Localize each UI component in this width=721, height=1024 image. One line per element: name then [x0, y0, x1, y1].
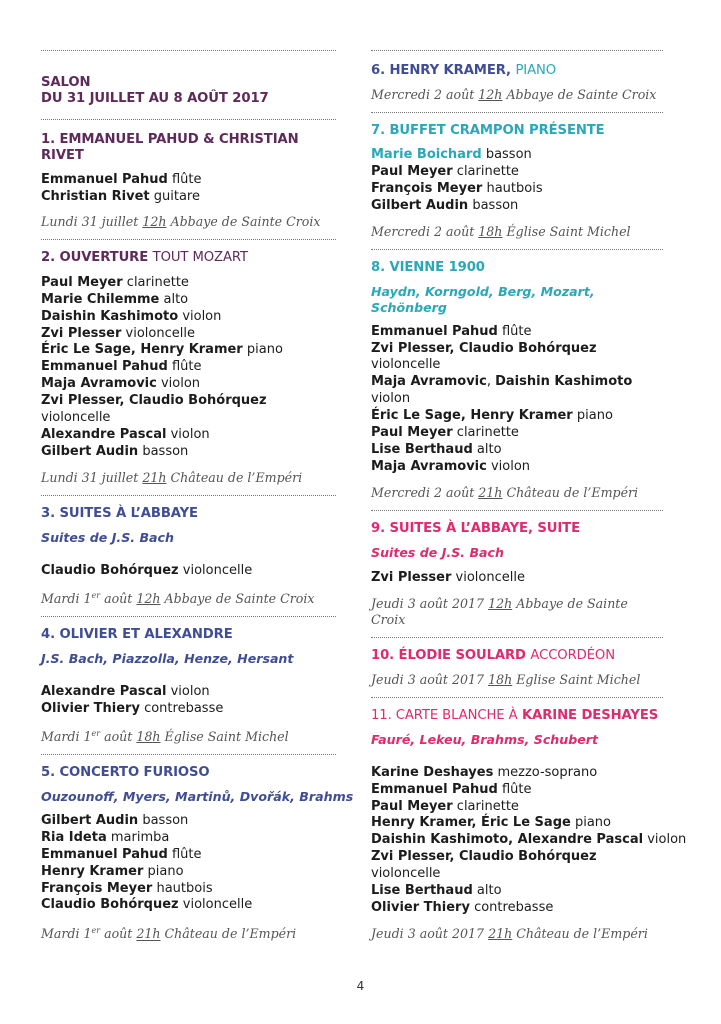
- left-column: [41, 50, 354, 943]
- venue-text: Eglise Saint Michel: [512, 671, 641, 687]
- divider: [41, 50, 336, 51]
- date-rest: août: [100, 728, 133, 744]
- time-text: 12h: [488, 595, 513, 611]
- performer-role: violon: [170, 426, 210, 442]
- performer-line: [41, 275, 336, 292]
- performer-line: [41, 444, 336, 461]
- performer-role: marimba: [110, 829, 170, 845]
- performer-role: flûte: [501, 323, 532, 339]
- venue-text: Église Saint Michel: [164, 728, 289, 744]
- performer-name: Christian Rivet: [41, 188, 150, 204]
- performer-line: [41, 393, 336, 427]
- performer-role: clarinette: [456, 163, 519, 179]
- venue-text: Château de l’Empéri: [164, 926, 297, 942]
- performer-line: [41, 376, 336, 393]
- event-title: 7. BUFFET CRAMPON PRÉSENTE: [371, 123, 605, 138]
- time-text: 18h: [478, 223, 503, 239]
- title-bold: KARINE DESHAYES: [522, 707, 659, 723]
- performer-line: [371, 408, 663, 425]
- performer-name: Paul Meyer: [41, 274, 123, 290]
- event-title: 5. CONCERTO FURIOSO: [41, 764, 210, 780]
- page-number: 4: [356, 979, 365, 993]
- performer-list: [41, 275, 336, 461]
- time-text: 12h: [142, 213, 167, 229]
- performer-line: [41, 326, 336, 343]
- performer-role: clarinette: [456, 798, 519, 814]
- performer-name: Paul Meyer: [371, 798, 453, 814]
- performer-name: Zvi Plesser, Claudio Bohórquez: [41, 393, 267, 409]
- performer-name: Gilbert Audin: [371, 197, 469, 213]
- time-text: 18h: [488, 671, 513, 687]
- date-text: Mardi 1: [41, 728, 92, 744]
- divider: [371, 510, 663, 511]
- venue-text: Château de l’Empéri: [516, 925, 648, 941]
- venue-text: Château de l’Empéri: [506, 484, 639, 500]
- performer-line: [371, 815, 663, 832]
- performer-name: Emmanuel Pahud: [41, 359, 168, 375]
- performer-role: flûte: [171, 846, 202, 862]
- performer-line: [371, 832, 687, 849]
- performer-line: [41, 189, 336, 206]
- performer-role: violoncelle: [182, 897, 253, 913]
- divider: [41, 495, 336, 496]
- performer-line: [371, 198, 663, 215]
- performer-line: [41, 897, 336, 914]
- performer-role: mezzo-soprano: [497, 764, 598, 780]
- event-title: [371, 708, 663, 724]
- event-subtitle: J.S. Bach, Piazzolla, Henze, Hersant: [41, 650, 294, 666]
- performer-role: alto: [163, 291, 189, 307]
- title-light: PIANO: [515, 63, 557, 78]
- performer-name: Olivier Thiery: [371, 899, 470, 915]
- performer-role: basson: [142, 443, 189, 459]
- divider: [41, 239, 336, 240]
- divider: [371, 249, 663, 250]
- performer-name: Alexandre Pascal: [41, 426, 167, 442]
- performer-name: Emmanuel Pahud: [371, 781, 498, 797]
- performer-line: [41, 847, 336, 864]
- performer-role: violoncelle: [125, 325, 195, 341]
- performer-role: flûte: [171, 359, 202, 375]
- date-sup: er: [91, 926, 101, 936]
- performer-line: [371, 799, 663, 816]
- performer-list: [41, 172, 336, 206]
- performer-line: [371, 570, 663, 587]
- performer-name: Karine Deshayes: [371, 764, 494, 780]
- performer-name: Marie Boichard: [371, 147, 482, 162]
- date-text: Mercredi 2 août: [371, 87, 475, 102]
- performer-name: Claudio Bohórquez: [41, 562, 179, 578]
- date-text: Jeudi 3 août 2017: [371, 595, 485, 611]
- event-date: [371, 926, 663, 942]
- event-5: [41, 764, 354, 943]
- performer-name: Claudio Bohórquez: [41, 897, 179, 913]
- performer-name: Éric Le Sage, Henry Kramer: [371, 408, 573, 424]
- performer-role: piano: [576, 408, 613, 424]
- performer-line: [371, 425, 663, 442]
- performer-role: piano: [147, 863, 184, 879]
- performer-line: [371, 459, 663, 476]
- performer-line: [371, 883, 663, 900]
- divider: [371, 112, 663, 113]
- performer-line: [41, 864, 336, 881]
- title-light: TOUT MOZART: [152, 249, 248, 265]
- title-bold: 6. HENRY KRAMER,: [371, 63, 511, 78]
- performer-role: basson: [485, 147, 532, 162]
- performer-list: [41, 813, 336, 914]
- performer-line: [371, 765, 663, 782]
- performer-role: violoncelle: [371, 357, 441, 373]
- title-light: 11. CARTE BLANCHE À: [371, 707, 518, 723]
- salon-label: SALON: [41, 75, 91, 90]
- performer-role: violon: [371, 391, 411, 407]
- performer-line: [41, 427, 336, 444]
- performer-name: Maja Avramovic: [371, 458, 487, 474]
- performer-role: violoncelle: [41, 410, 111, 426]
- performer-list: [371, 324, 663, 476]
- date-text: Mardi 1: [41, 590, 92, 606]
- event-subtitle: Suites de J.S. Bach: [371, 544, 504, 560]
- event-11: [371, 707, 687, 942]
- right-column: [371, 50, 687, 942]
- time-text: 21h: [136, 926, 161, 942]
- performer-line: [371, 181, 663, 198]
- performer-line: [41, 342, 336, 359]
- performer-name: François Meyer: [41, 880, 153, 896]
- date-text: Mercredi 2 août: [371, 484, 475, 500]
- performer-role: alto: [476, 441, 502, 457]
- divider: [41, 119, 336, 120]
- event-date: [371, 87, 663, 103]
- performer-line: Maja Avramovic, Daishin Kashimoto violon: [371, 374, 633, 407]
- event-title: [371, 63, 663, 79]
- event-title: [371, 648, 663, 664]
- performer-name: Zvi Plesser, Claudio Bohórquez: [371, 849, 597, 865]
- performer-name: Éric Le Sage, Henry Kramer: [41, 342, 243, 358]
- event-date: [371, 672, 663, 688]
- performer-line: [41, 701, 336, 718]
- performer-name: Alexandre Pascal: [41, 683, 167, 699]
- event-date: [371, 224, 663, 240]
- performer-role: contrebasse: [474, 899, 554, 915]
- event-title: 1. EMMANUEL PAHUD & CHRISTIAN RIVET: [41, 132, 299, 163]
- performer-role: flûte: [501, 781, 532, 797]
- performer-name: Emmanuel Pahud: [41, 846, 168, 862]
- performer-line: [371, 324, 663, 341]
- performer-line: [371, 849, 663, 883]
- venue-text: Château de l’Empéri: [170, 469, 303, 485]
- performer-role: alto: [476, 883, 502, 899]
- event-date: [41, 588, 336, 607]
- date-text: Mardi 1: [41, 926, 92, 942]
- performer-line: [41, 309, 336, 326]
- event-7: [371, 123, 663, 240]
- date-text: Jeudi 3 août 2017: [371, 671, 485, 687]
- performer-list: [371, 147, 663, 215]
- performer-role: piano: [246, 342, 283, 358]
- venue-text: Abbaye de Sainte Croix: [506, 87, 657, 102]
- divider: [371, 697, 663, 698]
- date-text: Lundi 31 juillet: [41, 213, 139, 229]
- performer-role: clarinette: [456, 425, 519, 441]
- time-text: 21h: [488, 925, 513, 941]
- performer-name: Daishin Kashimoto: [41, 308, 179, 324]
- event-date: [371, 485, 663, 501]
- salon-heading: [41, 75, 336, 107]
- performer-line: [371, 147, 663, 164]
- performer-role: violon: [160, 376, 201, 392]
- time-text: 21h: [478, 484, 503, 500]
- performer-list: [371, 570, 663, 587]
- venue-text: Église Saint Michel: [506, 223, 631, 239]
- title-bold: 2. OUVERTURE: [41, 249, 149, 265]
- performer-role: basson: [142, 812, 189, 828]
- performer-list: [41, 563, 336, 580]
- performer-name: Ria Ideta: [41, 829, 107, 845]
- date-sup: er: [91, 728, 101, 738]
- performer-name: Paul Meyer: [371, 425, 453, 441]
- performer-role: violon: [647, 832, 687, 848]
- event-date: [41, 470, 336, 486]
- performer-name: Maja Avramovic: [371, 374, 487, 390]
- event-title: 4. OLIVIER ET ALEXANDRE: [41, 626, 233, 642]
- event-title: 9. SUITES À L’ABBAYE, SUITE: [371, 520, 580, 536]
- performer-name: Emmanuel Pahud: [41, 172, 168, 187]
- date-text: Jeudi 3 août 2017: [371, 925, 485, 941]
- performer-name: Gilbert Audin: [41, 443, 139, 459]
- performer-line: [41, 292, 336, 309]
- performer-line: [41, 359, 336, 376]
- performer-name: Zvi Plesser: [371, 569, 452, 585]
- time-text: 18h: [136, 728, 161, 744]
- performer-line: [41, 813, 336, 830]
- event-2: [41, 250, 336, 486]
- performer-name: Paul Meyer: [371, 163, 453, 179]
- date-text: Lundi 31 juillet: [41, 469, 139, 485]
- event-1: [41, 132, 336, 230]
- time-text: 12h: [136, 590, 161, 606]
- performer-line: [371, 341, 663, 375]
- performer-name: Henry Kramer: [41, 863, 144, 879]
- venue-text: Abbaye de Sainte Croix: [170, 213, 321, 229]
- date-sup: er: [91, 590, 101, 600]
- performer-line: [41, 563, 336, 580]
- event-date: [41, 923, 336, 942]
- performer-line: [371, 164, 663, 181]
- performer-role: violoncelle: [371, 866, 441, 882]
- event-subtitle: Suites de J.S. Bach: [41, 529, 174, 545]
- event-date: [41, 214, 336, 230]
- event-subtitle: Fauré, Lekeu, Brahms, Schubert: [371, 731, 599, 747]
- performer-name: Maja Avramovic: [41, 376, 157, 392]
- event-subtitle: Ouzounoff, Myers, Martinů, Dvořák, Brahms: [41, 788, 354, 804]
- performer-name: Henry Kramer, Éric Le Sage: [371, 815, 571, 831]
- performer-role: violon: [170, 683, 210, 699]
- title-light: ACCORDÉON: [530, 647, 615, 663]
- divider: [371, 50, 663, 51]
- date-rest: août: [100, 926, 133, 942]
- event-3: [41, 506, 336, 607]
- performer-name: Daishin Kashimoto: [495, 374, 633, 390]
- performer-line: [41, 684, 336, 701]
- performer-name: Zvi Plesser: [41, 325, 122, 341]
- performer-name: Emmanuel Pahud: [371, 323, 498, 339]
- salon-dates: DU 31 JUILLET AU 8 AOÛT 2017: [41, 91, 269, 106]
- time-text: 21h: [142, 469, 167, 485]
- event-6: [371, 63, 663, 103]
- performer-name: Lise Berthaud: [371, 441, 473, 457]
- event-title: 3. SUITES À L’ABBAYE: [41, 505, 198, 521]
- performer-list: [41, 684, 336, 718]
- performer-name: Zvi Plesser, Claudio Bohórquez: [371, 340, 597, 356]
- divider: [41, 754, 336, 755]
- performer-role: piano: [574, 815, 611, 831]
- date-text: Mercredi 2 août: [371, 223, 475, 239]
- performer-name: Daishin Kashimoto, Alexandre Pascal: [371, 832, 644, 848]
- venue-text: Abbaye de Sainte Croix: [371, 595, 628, 627]
- time-text: 12h: [478, 87, 503, 102]
- performer-name: Marie Chilemme: [41, 291, 160, 307]
- performer-role: guitare: [153, 188, 200, 204]
- event-8: [371, 260, 663, 501]
- performer-role: hautbois: [156, 880, 213, 896]
- date-rest: août: [100, 590, 133, 606]
- performer-line: [371, 442, 663, 459]
- performer-list: [371, 764, 687, 917]
- performer-name: Olivier Thiery: [41, 700, 140, 716]
- performer-line: [41, 830, 336, 847]
- performer-role: basson: [472, 197, 519, 213]
- title-bold: 10. ÉLODIE SOULARD: [371, 647, 526, 663]
- performer-line: [41, 881, 336, 898]
- performer-name: Lise Berthaud: [371, 883, 473, 899]
- performer-role: contrebasse: [144, 700, 224, 716]
- performer-role: flûte: [171, 172, 202, 187]
- performer-name: Gilbert Audin: [41, 812, 139, 828]
- event-date: [371, 596, 663, 628]
- performer-line: [41, 172, 336, 189]
- performer-role: violon: [182, 308, 222, 324]
- event-10: [371, 648, 663, 688]
- performer-role: violoncelle: [455, 569, 525, 585]
- performer-line: [371, 900, 663, 917]
- performer-role: violon: [490, 458, 531, 474]
- performer-line: [371, 782, 663, 799]
- performer-role: violoncelle: [182, 562, 253, 578]
- event-4: [41, 627, 336, 745]
- event-title: [41, 250, 336, 266]
- event-title: 8. VIENNE 1900: [371, 259, 485, 275]
- event-9: [371, 521, 663, 628]
- performer-name: François Meyer: [371, 180, 483, 196]
- event-subtitle: Haydn, Korngold, Berg, Mozart, Schönberg: [371, 283, 595, 315]
- performer-role: hautbois: [486, 180, 543, 196]
- venue-text: Abbaye de Sainte Croix: [164, 590, 315, 606]
- event-date: [41, 726, 336, 745]
- performer-role: clarinette: [126, 274, 189, 290]
- divider: [41, 616, 336, 617]
- divider: [371, 637, 663, 638]
